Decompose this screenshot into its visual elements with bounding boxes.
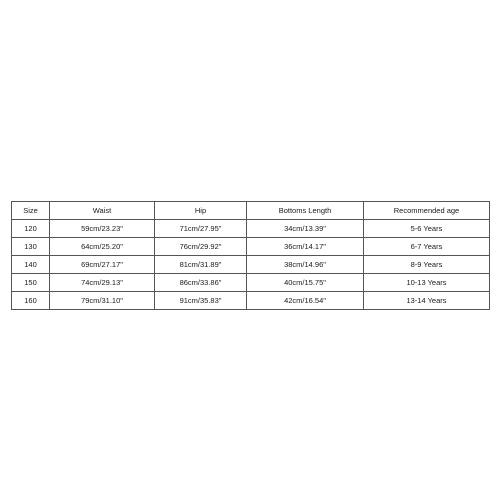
cell-bottoms-length: 42cm/16.54" xyxy=(247,292,364,310)
cell-bottoms-length: 36cm/14.17" xyxy=(247,238,364,256)
table-row xyxy=(12,220,490,238)
cell-size: 140 xyxy=(12,256,50,274)
table-row xyxy=(12,238,490,256)
header-recommended-age: Recommended age xyxy=(364,202,490,220)
cell-bottoms-length: 38cm/14.96" xyxy=(247,256,364,274)
table-header-row xyxy=(12,202,490,220)
cell-waist: 74cm/29.13" xyxy=(50,274,155,292)
cell-recommended-age: 13-14 Years xyxy=(364,292,490,310)
cell-hip: 71cm/27.95" xyxy=(155,220,247,238)
cell-hip: 91cm/35.83" xyxy=(155,292,247,310)
size-chart-table xyxy=(11,201,490,310)
cell-bottoms-length: 34cm/13.39" xyxy=(247,220,364,238)
table-row xyxy=(12,256,490,274)
cell-waist: 69cm/27.17" xyxy=(50,256,155,274)
cell-recommended-age: 5-6 Years xyxy=(364,220,490,238)
cell-size: 160 xyxy=(12,292,50,310)
cell-size: 130 xyxy=(12,238,50,256)
cell-hip: 76cm/29.92" xyxy=(155,238,247,256)
cell-bottoms-length: 40cm/15.75" xyxy=(247,274,364,292)
header-bottoms-length: Bottoms Length xyxy=(247,202,364,220)
cell-waist: 64cm/25.20" xyxy=(50,238,155,256)
cell-recommended-age: 6-7 Years xyxy=(364,238,490,256)
cell-waist: 59cm/23.23" xyxy=(50,220,155,238)
cell-recommended-age: 10-13 Years xyxy=(364,274,490,292)
cell-size: 150 xyxy=(12,274,50,292)
header-size: Size xyxy=(12,202,50,220)
cell-waist: 79cm/31.10" xyxy=(50,292,155,310)
cell-hip: 81cm/31.89" xyxy=(155,256,247,274)
table-row xyxy=(12,292,490,310)
header-hip: Hip xyxy=(155,202,247,220)
cell-recommended-age: 8-9 Years xyxy=(364,256,490,274)
header-waist: Waist xyxy=(50,202,155,220)
cell-size: 120 xyxy=(12,220,50,238)
cell-hip: 86cm/33.86" xyxy=(155,274,247,292)
table-row xyxy=(12,274,490,292)
